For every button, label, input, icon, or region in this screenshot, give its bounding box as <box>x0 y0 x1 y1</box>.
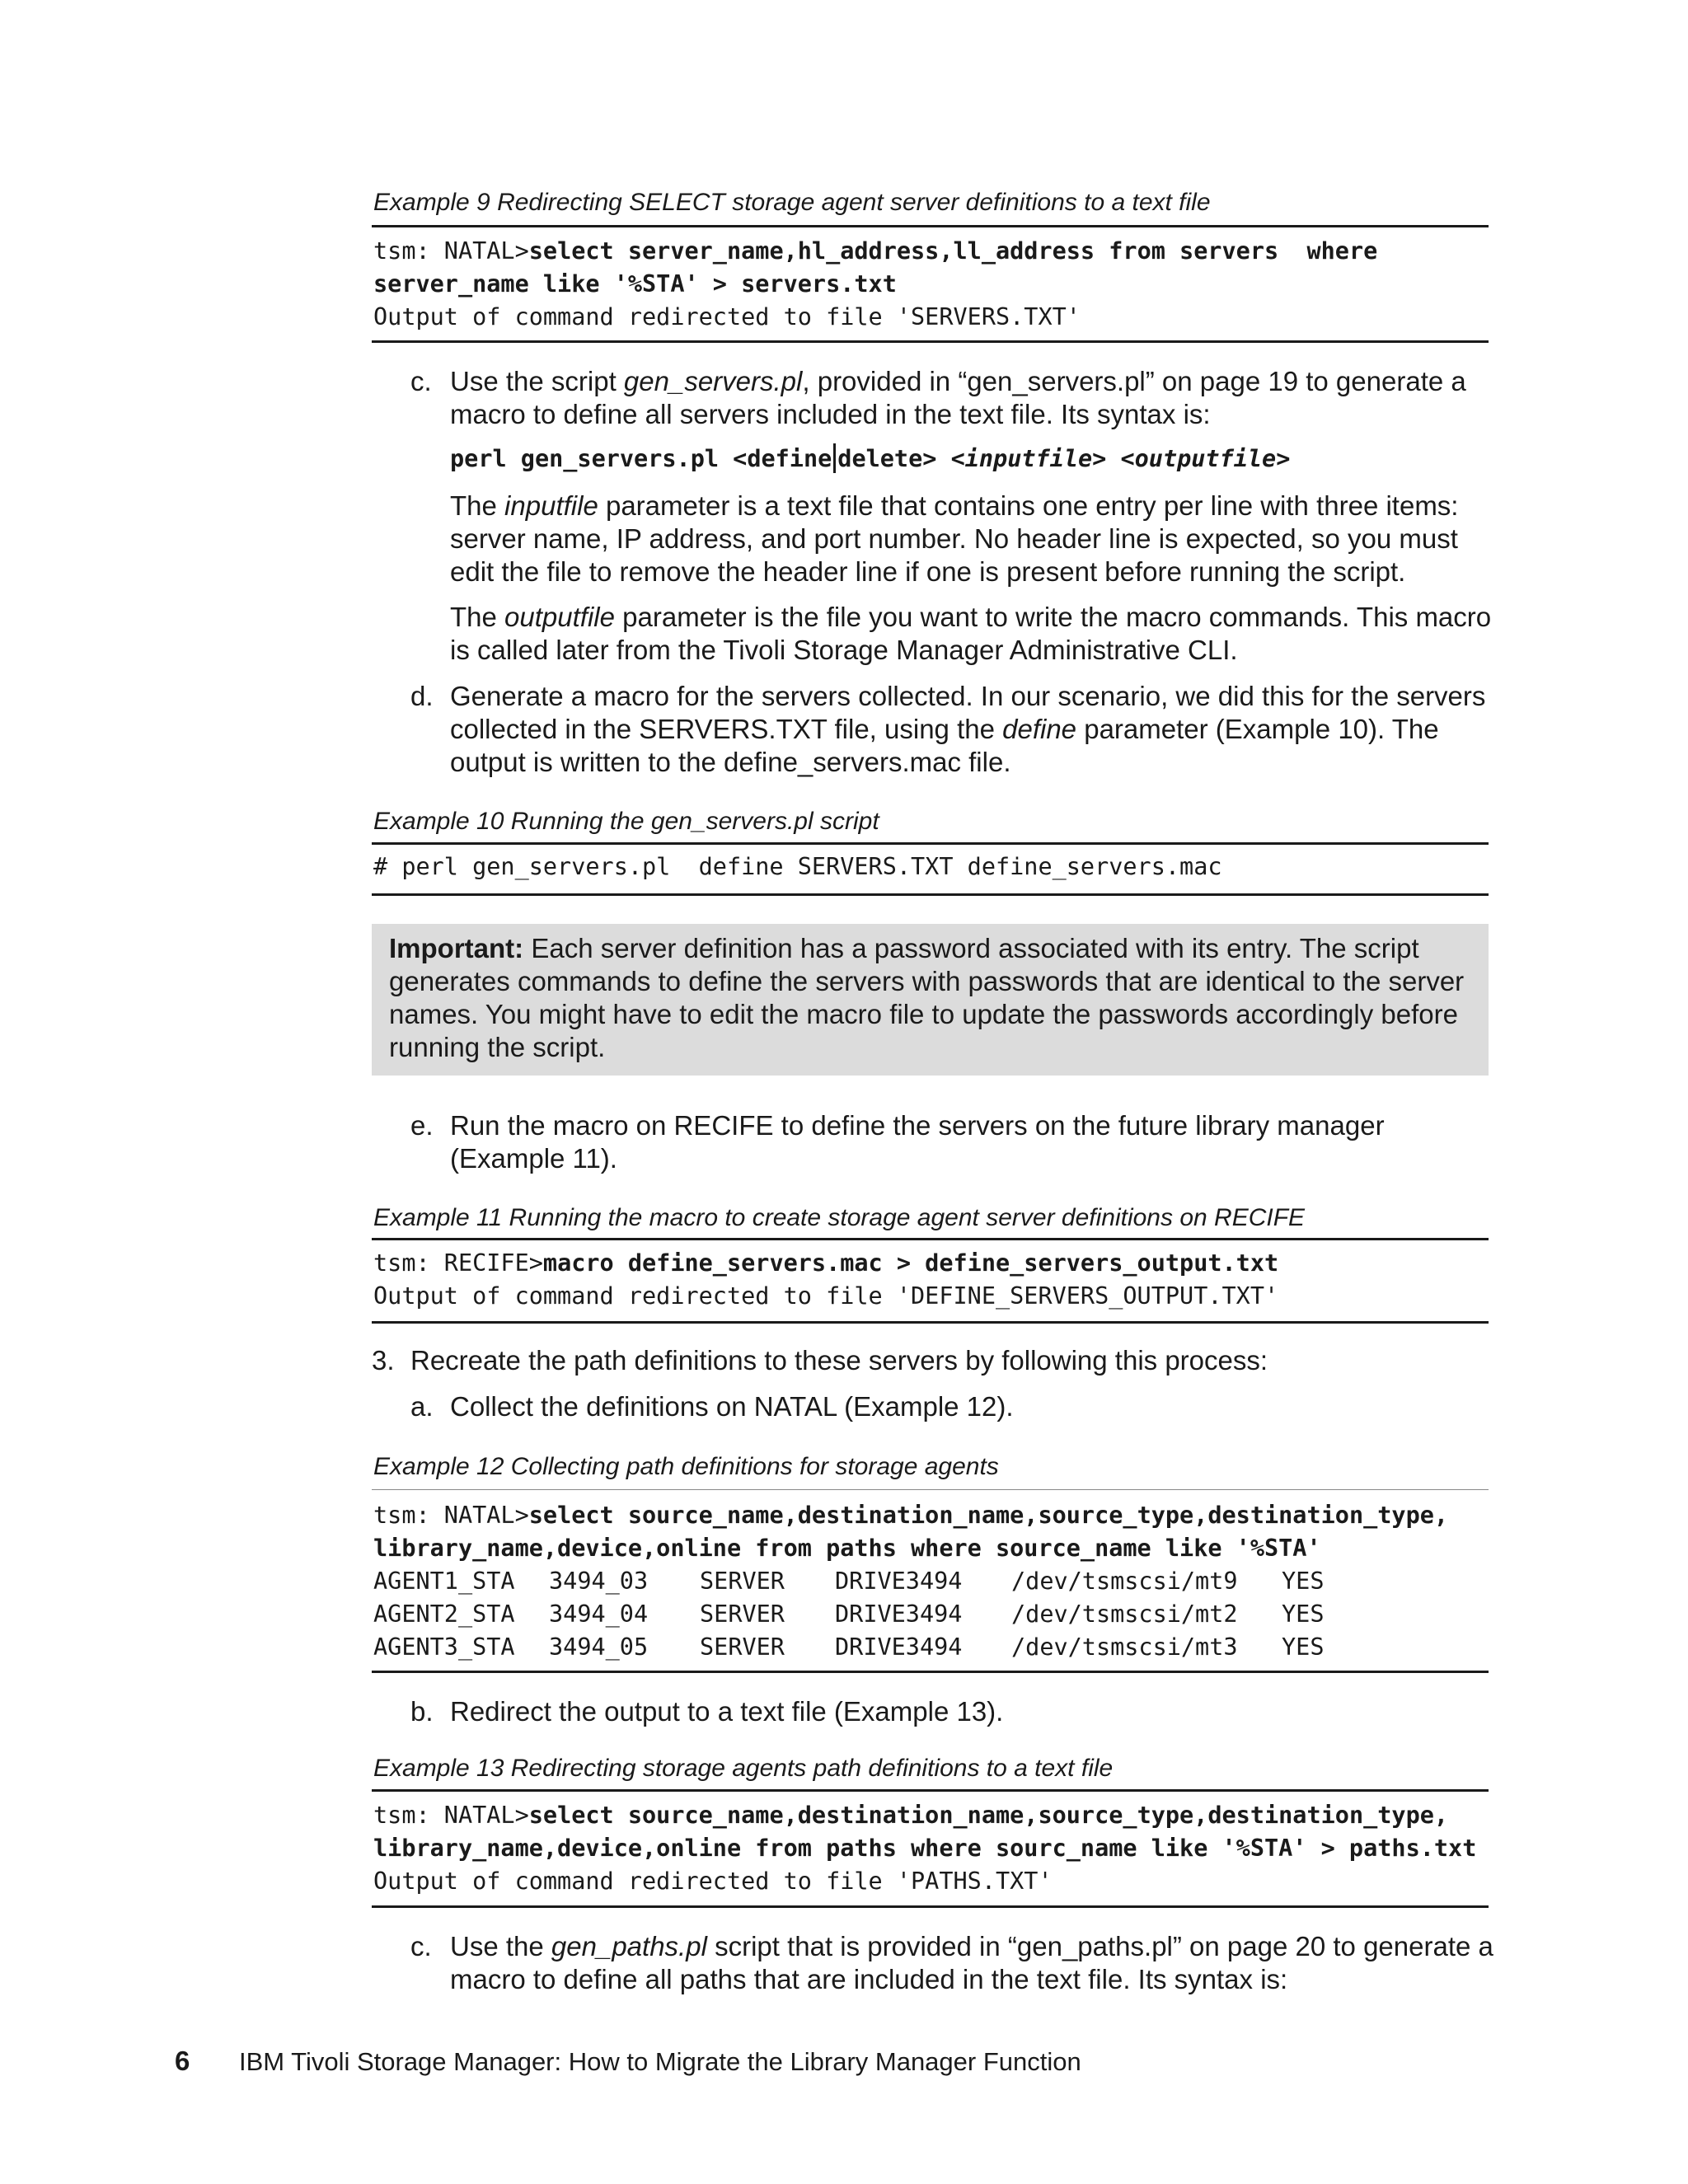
online-cell: YES <box>1282 1568 1325 1595</box>
step-d-italic: define <box>1002 714 1077 744</box>
step-e-text: Run the macro on RECIFE to define the servers on the future library manager (Example 11). <box>450 1110 1385 1174</box>
important-label: Important: <box>389 933 524 963</box>
para2-italic: outputfile <box>504 602 615 632</box>
example-13-bottom-rule <box>372 1905 1489 1908</box>
online-cell: YES <box>1282 1633 1325 1661</box>
destination-name-cell: 3494_05 <box>549 1633 649 1661</box>
step-c-text-a: Use the script <box>450 366 624 396</box>
step-d-text <box>450 680 1497 779</box>
step-a-marker: a. <box>410 1391 434 1422</box>
example-13-caption: Example 13 Redirecting storage agents path definitions to a text file <box>373 1755 1114 1782</box>
example-10-code: # perl gen_servers.pl define SERVERS.TXT define_servers.mac <box>373 853 1222 880</box>
command-line-2: library_name,device,online from paths where source_name like '%STA' <box>373 1535 1321 1562</box>
para2-a: The <box>450 602 505 632</box>
step-c-text <box>450 365 1497 431</box>
example-9-caption: Example 9 Redirecting SELECT storage agent server definitions to a text file <box>373 189 1211 216</box>
example-9-code <box>373 235 1377 334</box>
source-name-cell: AGENT3_STA <box>373 1633 515 1661</box>
step-b-text: Redirect the output to a text file (Example 13). <box>450 1696 1004 1727</box>
step-c2-text-a: Use the <box>450 1931 551 1961</box>
example-11-code <box>373 1247 1278 1313</box>
prompt: tsm: NATAL> <box>373 1802 529 1829</box>
prompt: tsm: RECIFE> <box>373 1249 543 1277</box>
command-line-2: server_name like '%STA' > servers.txt <box>373 270 897 298</box>
page-number: 6 <box>175 2046 190 2076</box>
step-c-marker: c. <box>410 366 432 396</box>
destination-type-cell: DRIVE3494 <box>835 1633 963 1661</box>
source-type-cell: SERVER <box>700 1633 785 1661</box>
syntax-part-c: <inputfile> <outputfile> <box>950 445 1291 472</box>
syntax-part-b: delete> <box>837 445 951 472</box>
source-name-cell: AGENT2_STA <box>373 1601 515 1628</box>
step-3-text: Recreate the path definitions to these servers by following this process: <box>410 1345 1268 1376</box>
prompt: tsm: NATAL> <box>373 1502 529 1529</box>
destination-name-cell: 3494_03 <box>549 1568 649 1595</box>
example-12-top-rule <box>372 1489 1489 1490</box>
inputfile-paragraph <box>450 490 1497 588</box>
device-cell: /dev/tsmscsi/mt9 <box>1011 1568 1238 1595</box>
step-c2-text <box>450 1930 1497 1996</box>
command-output: Output of command redirected to file 'PATHS.TXT' <box>373 1868 1053 1895</box>
gen-servers-syntax <box>450 443 1290 476</box>
step-b-marker: b. <box>410 1696 434 1727</box>
example-10-top-rule <box>372 842 1489 845</box>
example-10-bottom-rule <box>372 893 1489 896</box>
step-a-text: Collect the definitions on NATAL (Example 12). <box>450 1391 1014 1422</box>
para2-b: parameter is the file you want to write the macro commands. This macro is called later from the Tivoli Storage Manager Administrative CLI. <box>450 602 1492 665</box>
example-11-bottom-rule <box>372 1321 1489 1324</box>
example-11-top-rule <box>372 1238 1489 1240</box>
device-cell: /dev/tsmscsi/mt2 <box>1011 1601 1238 1628</box>
source-name-cell: AGENT1_STA <box>373 1568 515 1595</box>
command-output: Output of command redirected to file 'SERVERS.TXT' <box>373 303 1081 330</box>
example-12-caption: Example 12 Collecting path definitions for storage agents <box>373 1453 999 1480</box>
command-line-1: select source_name,destination_name,source_type,destination_type, <box>528 1502 1449 1529</box>
step-c2-marker: c. <box>410 1931 432 1961</box>
para1-a: The <box>450 490 505 521</box>
para1-b: parameter is a text file that contains one entry per line with three items: server name, IP address, and port number. No header line is expected, so you must edit the file to remove the header line if one is present before running the script. <box>450 490 1459 587</box>
prompt: tsm: NATAL> <box>373 237 529 265</box>
example-13-top-rule <box>372 1789 1489 1792</box>
step-3-marker: 3. <box>372 1345 395 1376</box>
footer-title: IBM Tivoli Storage Manager: How to Migrate the Library Manager Function <box>239 2047 1081 2076</box>
step-d-text-a: Generate a macro for the servers collected. In our scenario, we did this for the servers collected in the SERVERS.TXT file, using the <box>450 681 1486 744</box>
outputfile-paragraph <box>450 601 1497 667</box>
command: macro define_servers.mac > define_servers_output.txt <box>542 1249 1279 1277</box>
source-type-cell: SERVER <box>700 1568 785 1595</box>
step-c-script-name: gen_servers.pl <box>623 366 803 396</box>
para1-italic: inputfile <box>504 490 598 521</box>
example-12-bottom-rule <box>372 1671 1489 1673</box>
syntax-part-a: perl gen_servers.pl <define <box>450 445 832 472</box>
step-d-text-b: parameter (Example 10). The output is written to the define_servers.mac file. <box>450 714 1439 777</box>
step-c2-text-b: script that is provided in “gen_paths.pl” on page 20 to generate a macro to define all paths that are included in the text file. Its syntax is: <box>450 1931 1493 1994</box>
example-10-caption: Example 10 Running the gen_servers.pl script <box>373 808 879 835</box>
example-11-caption: Example 11 Running the macro to create storage agent server definitions on RECIFE <box>373 1204 1306 1231</box>
example-12-code <box>373 1499 1448 1565</box>
command-line-2: library_name,device,online from paths where sourc_name like '%STA' > paths.txt <box>373 1835 1477 1862</box>
step-c2-script-name: gen_paths.pl <box>551 1931 707 1961</box>
command-line-1: select source_name,destination_name,source_type,destination_type, <box>528 1802 1449 1829</box>
syntax-separator <box>833 443 836 473</box>
example-9-bottom-rule <box>372 340 1489 343</box>
destination-name-cell: 3494_04 <box>549 1601 649 1628</box>
step-c-text-b: , provided in “gen_servers.pl” on page 19 to generate a macro to define all servers included in the text file. Its syntax is: <box>450 366 1466 429</box>
command-line-1: select server_name,hl_address,ll_address from servers where <box>528 237 1378 265</box>
device-cell: /dev/tsmscsi/mt3 <box>1011 1633 1238 1661</box>
important-note-text <box>389 932 1477 1064</box>
step-e-marker: e. <box>410 1110 434 1141</box>
source-type-cell: SERVER <box>700 1601 785 1628</box>
step-d-marker: d. <box>410 681 434 711</box>
command-output: Output of command redirected to file 'DEFINE_SERVERS_OUTPUT.TXT' <box>373 1282 1279 1310</box>
destination-type-cell: DRIVE3494 <box>835 1601 963 1628</box>
example-13-code <box>373 1799 1476 1898</box>
destination-type-cell: DRIVE3494 <box>835 1568 963 1595</box>
online-cell: YES <box>1282 1601 1325 1628</box>
important-body: Each server definition has a password associated with its entry. The script generates commands to define the servers with passwords that are identical to the server names. You might have to edit the macro file to update the passwords accordingly before running the script. <box>389 933 1465 1062</box>
example-9-top-rule <box>372 225 1489 227</box>
